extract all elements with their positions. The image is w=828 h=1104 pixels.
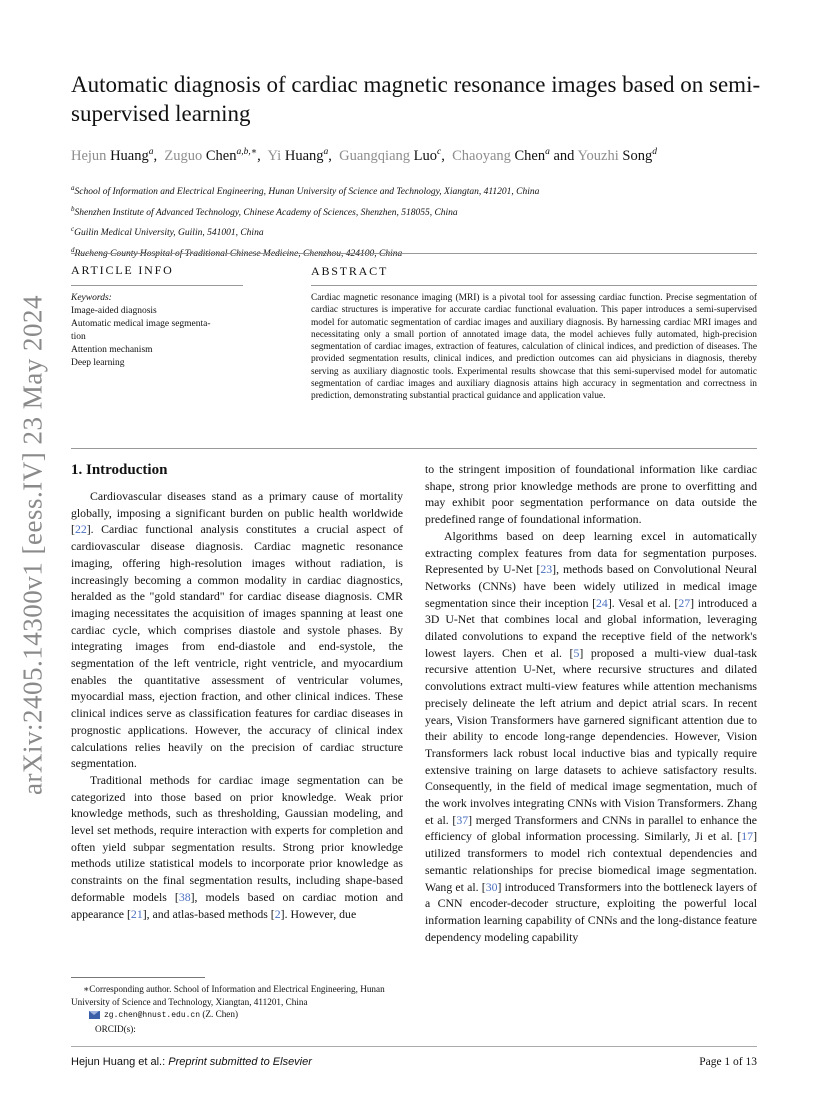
citation-link[interactable]: 24 — [596, 595, 608, 610]
divider — [311, 285, 757, 286]
affiliations — [71, 180, 771, 263]
authors-and: and — [553, 147, 575, 164]
citation-link[interactable]: 5 — [573, 645, 580, 660]
affiliation: $^c$Guilin Medical University, Guilin, 541001, China — [71, 225, 264, 239]
email-link[interactable]: zg.chen@hnust.edu.cn — [104, 1011, 201, 1020]
paragraph: Algorithms based on deep learning excel in automatically extracting complex features from data for segmentation purposes. Represented by U-Net [23], methods based on Convolutional Neural Networks (CNNs) have been widely utilized in medical image segmentation since their inception [24]. Vesal et al. [27] introduced a 3D U-Net that combines local and global information, leveraging dilated convolutions to expand the receptive field of the network's lowest layers. Chen et al. [5] proposed a multi-view dual-task recursive attention U-Net, where recursive structures and dilated convolutions extract multi-view features while attention mechanisms precisely delineate the left atrium and depict atrial scars. In recent years, Vision Transformers have garnered significant attention due to their ability to encode long-range dependencies. However, Vision Transformers lack robust local inductive bias and typically require extensive training on large datasets to achieve satisfactory results. Consequently, in the field of medical image segmentation, much of the work involves integrating CNNs with Vision Transformers. Zhang et al. [37] merged Transformers and CNNs in parallel to enhance the efficiency of global information processing. Similarly, Ji et al. [17] utilized transformers to model rich contextual dependencies and semantic relationships for precise biomedical image segmentation. Wang et al. [30] introduced Transformers into the bottleneck layers of a CNN encoder-decoder structure, exploiting the powerful local information learning capability of CNNs and the long-distance feature dependency modeling capability — [425, 528, 758, 944]
divider — [71, 448, 757, 449]
mail-icon — [89, 1011, 100, 1019]
article-info-heading: ARTICLE INFO — [71, 263, 174, 277]
citation-link[interactable]: 30 — [485, 879, 498, 894]
corresponding-author-note: ∗Corresponding author. School of Information and Electrical Engineering, Hunan University of Science and Technology, Xiangtan, 411201, China — [71, 984, 385, 1007]
keywords-block — [71, 292, 251, 370]
arxiv-stamp — [10, 285, 56, 805]
author[interactable]: Hejun Huang$^a$ — [71, 147, 154, 164]
paragraph: Traditional methods for cardiac image segmentation can be categorized into those based on prior knowledge. Weak prior knowledge methods, such as thresholding, Gaussian modeling, and level set methods, require interaction with experts for completion and often yield subpar segmentation results. Strong prior knowledge methods utilize statistical models to incorporate prior knowledge as constraints on the final segmentation results, including shape-based deformable models [38], models based on cardiac motion and appearance [21], and atlas-based methods [2]. However, due — [71, 772, 403, 921]
affiliation: $^d$Rucheng County Hospital of Traditional Chinese Medicine, Chenzhou, 424100, China — [71, 245, 403, 260]
footer-rule — [71, 1046, 757, 1047]
keywords-label: Keywords: — [71, 293, 112, 303]
author[interactable]: Zuguo Chen$^{a,b,∗}$ — [164, 147, 258, 164]
keyword: Image-aided diagnosis — [71, 306, 157, 316]
citation-link[interactable]: 27 — [678, 595, 691, 610]
keyword: Deep learning — [71, 358, 125, 368]
paragraph: to the stringent imposition of foundational information like cardiac shape, strong prior knowledge methods are prone to overfitting and may exhibit poor segmentation performance on data outside the predefined range of foundational information. — [425, 462, 757, 527]
abstract-heading: ABSTRACT — [311, 264, 389, 278]
keyword: tion — [71, 332, 86, 342]
citation-link[interactable]: 23 — [540, 562, 553, 577]
citation-link[interactable]: 2 — [274, 906, 281, 921]
footnote — [71, 983, 403, 1035]
author[interactable]: Chaoyang Chen$^a$ — [452, 147, 550, 164]
author[interactable]: Guangqiang Luo$^c$ — [339, 147, 442, 164]
author[interactable]: Yi Huang$^a$ — [267, 147, 329, 164]
abstract-text: Cardiac magnetic resonance imaging (MRI) is a pivotal tool for assessing cardiac function. Precise segmentation of cardiac structures is imperative for accurate cardiac functional evaluation. This paper introduces a semi-supervised model for automatic segmentation of cardiac images and auxiliary diagnosis. By harnessing cardiac MRI images and necessitating only a small portion of annotated image data, the model achieves fully automated, high-precision segmentation of cardiac images, extraction of features, calculation of clinical indices, and prediction of diseases. The provided segmentation results, clinical indices, and prediction outcomes can aid physicians in diagnosis, thereby serving as auxiliary diagnostic tools. Experimental results showcase that this semi-supervised model for automatic segmentation of cardiac images and auxiliary diagnosis attains high accuracy in segmentation and correctness in prediction, demonstrating substantial practical guidance and application value. — [311, 293, 757, 401]
affiliation: $^a$School of Information and Electrical Engineering, Hunan University of Science and Technology, Xiangtan, 411201, China — [71, 184, 540, 198]
divider — [71, 285, 243, 286]
citation-link[interactable]: 37 — [456, 812, 469, 827]
orcid-label: ORCID(s): — [95, 1023, 136, 1034]
citation-link[interactable]: 17 — [741, 829, 754, 844]
citation-link[interactable]: 22 — [74, 522, 87, 537]
citation-link[interactable]: 38 — [178, 889, 191, 904]
citation-link[interactable]: 21 — [130, 906, 143, 921]
email-line: zg.chen@hnust.edu.cn (Z. Chen) — [71, 1008, 403, 1023]
paper-title: Automatic diagnosis of cardiac magnetic resonance images based on semi-supervised learning — [71, 72, 761, 126]
keyword: Attention mechanism — [71, 345, 153, 355]
affiliation: $^b$Shenzhen Institute of Advanced Technology, Chinese Academy of Sciences, Shenzhen, 518055, China — [71, 204, 458, 218]
footnote-rule — [71, 977, 205, 978]
left-column — [71, 488, 403, 922]
paragraph: Cardiovascular diseases stand as a primary cause of mortality globally, imposing a significant burden on public health worldwide [22]. Cardiac functional analysis constitutes a crucial aspect of cardiovascular disease diagnosis. Cardiac magnetic resonance imaging, offering high-resolution images without radiation, is increasingly becoming a common modality in cardiac diagnostics, heralded as the "gold standard" for cardiac disease diagnosis. CMR imaging necessitates the acquisition of images spanning at least one cardiac cycle, which comprises diastole and systole phases. By integrating images from end-diastole and end-systole, the segmentation of the left ventricle, right ventricle, and myocardium enables the quantitative assessment of ventricular volumes, myocardial mass, ejection fraction, and other clinical indices. These clinical indices serve as classification features for cardiac diseases in prognostic applications. However, the accuracy of clinical index calculations relies heavily on the precision of cardiac structure segmentation. — [71, 489, 403, 771]
right-column — [425, 461, 757, 945]
keyword: Automatic medical image segmenta- — [71, 319, 211, 329]
author[interactable]: Youzhi Song$^d$ — [577, 147, 657, 164]
footer-note: Preprint submitted to Elsevier — [168, 1056, 312, 1068]
footer-left — [71, 1056, 312, 1068]
author-list: Hejun Huang$^a$, Zuguo Chen$^{a,b,∗}$, Yi Huang$^a$, Guangqiang Luo$^c$, Chaoyang Chen$^a$ and Youzhi Song$^d$ — [71, 147, 657, 164]
footer-authors: Hejun Huang et al.: — [71, 1056, 166, 1068]
arxiv-stamp-text: arXiv:2405.14300v1 [eess.IV] 23 May 2024 — [17, 295, 48, 795]
page-number: Page 1 of 13 — [699, 1056, 757, 1068]
section-heading-introduction: 1. Introduction — [71, 462, 168, 478]
divider — [71, 253, 757, 254]
